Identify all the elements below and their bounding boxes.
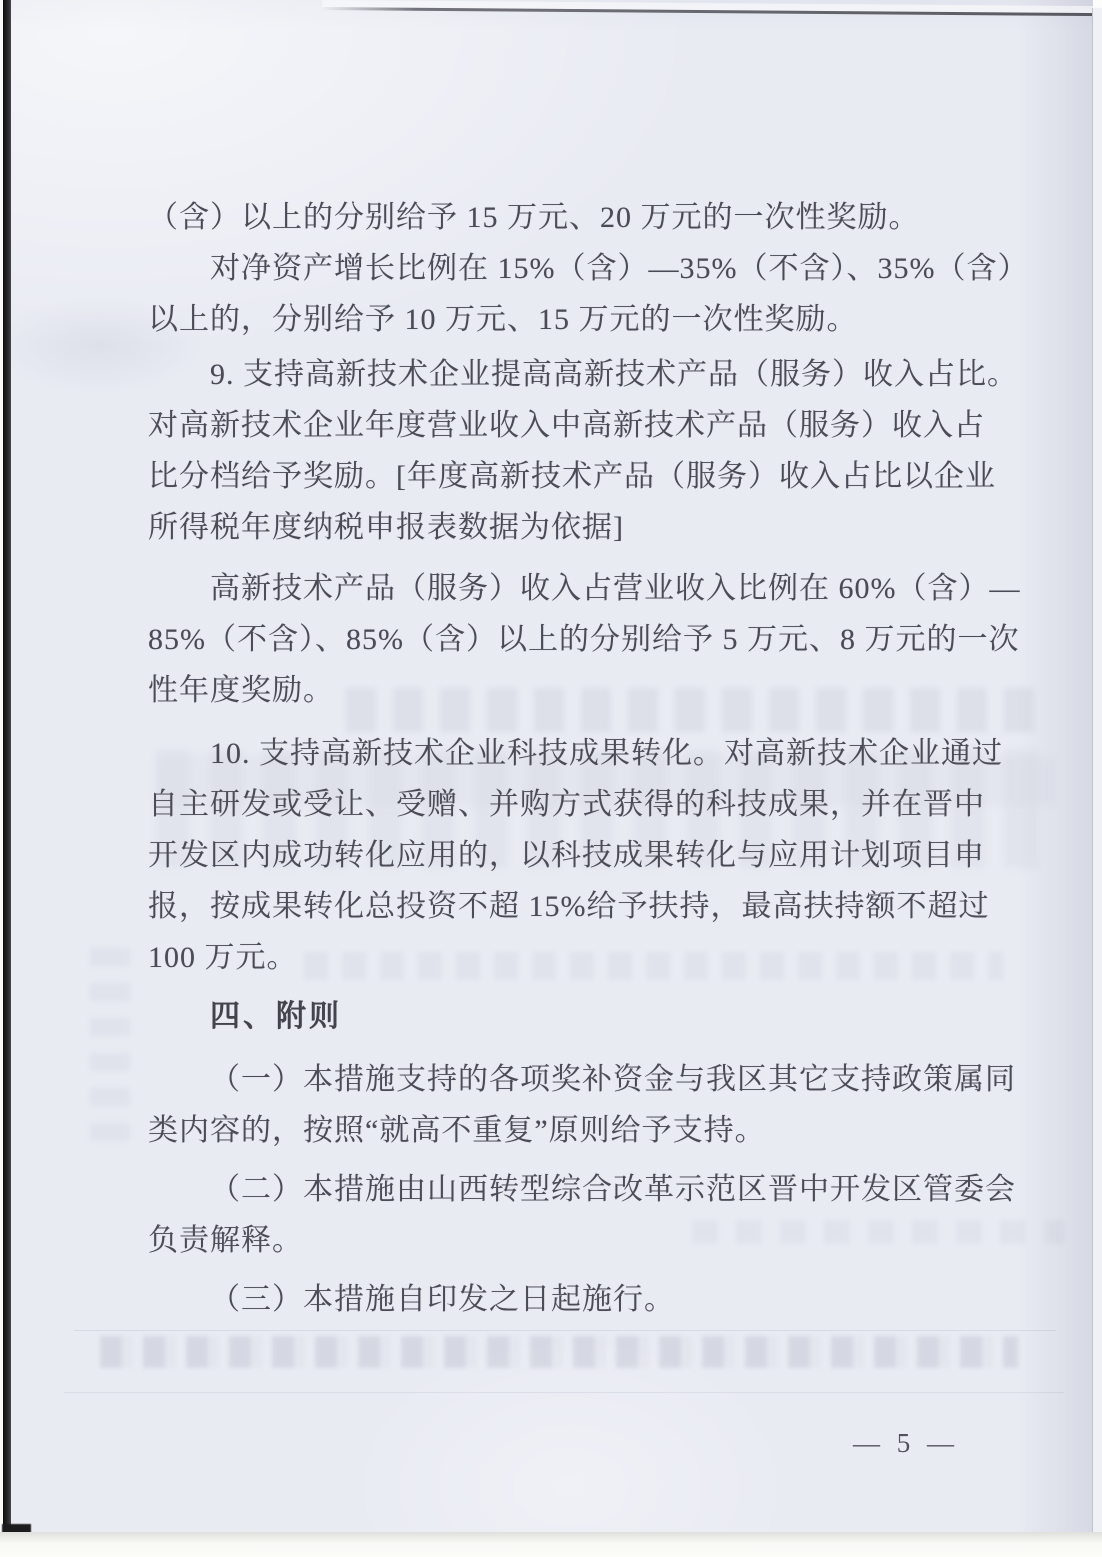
document-line: 性年度奖励。 <box>148 674 334 707</box>
document-line-item-10: 10. 支持高新技术企业科技成果转化。对高新技术企业通过 <box>210 737 1003 770</box>
document-line: 开发区内成功转化应用的，以科技成果转化与应用计划项目申 <box>148 839 985 872</box>
document-page <box>4 0 1093 1533</box>
bleed-through-rule <box>64 1392 1064 1393</box>
page-edge-right <box>1092 8 1102 1533</box>
document-line: 负责解释。 <box>148 1224 303 1257</box>
document-line: 比分档给予奖励。[年度高新技术产品（服务）收入占比以企业 <box>148 460 996 493</box>
document-line: 以上的，分别给予 10 万元、15 万元的一次性奖励。 <box>148 303 858 336</box>
document-line-item-3: （三）本措施自印发之日起施行。 <box>210 1283 675 1316</box>
binding-shadow-strip <box>3 0 11 1536</box>
document-line: 对高新技术企业年度营业收入中高新技术产品（服务）收入占 <box>148 409 985 442</box>
bleed-through-ghost-margin <box>90 946 130 1141</box>
scan-bottom-strip <box>0 1532 1102 1557</box>
document-line-item-9: 9. 支持高新技术企业提高高新技术产品（服务）收入占比。 <box>210 358 1018 391</box>
bleed-through-rule <box>74 1330 1056 1331</box>
document-line: 所得税年度纳税申报表数据为依据] <box>148 511 624 544</box>
document-line: 自主研发或受让、受赠、并购方式获得的科技成果，并在晋中 <box>148 788 985 821</box>
document-line: 100 万元。 <box>148 941 298 974</box>
section-heading-appendix: 四、附则 <box>210 1000 342 1033</box>
page-number: — 5 — <box>853 1428 959 1458</box>
document-line: 报，按成果转化总投资不超 15%给予扶持，最高扶持额不超过 <box>148 890 990 923</box>
document-line-item-1: （一）本措施支持的各项奖补资金与我区其它支持政策属同 <box>210 1063 1016 1096</box>
document-line: （含）以上的分别给予 15 万元、20 万元的一次性奖励。 <box>148 201 920 234</box>
document-body <box>148 192 1029 1325</box>
document-line-item-2: （二）本措施由山西转型综合改革示范区晋中开发区管委会 <box>210 1173 1016 1206</box>
document-line: 高新技术产品（服务）收入占营业收入比例在 60%（含）— <box>210 572 1021 605</box>
document-line: 对净资产增长比例在 15%（含）—35%（不含）、35%（含） <box>210 252 1029 285</box>
bleed-through-ghost-footer <box>100 1336 1018 1368</box>
document-line: 类内容的，按照“就高不重复”原则给予支持。 <box>148 1114 766 1147</box>
document-line: 85%（不含）、85%（含）以上的分别给予 5 万元、8 万元的一次 <box>148 623 1020 656</box>
